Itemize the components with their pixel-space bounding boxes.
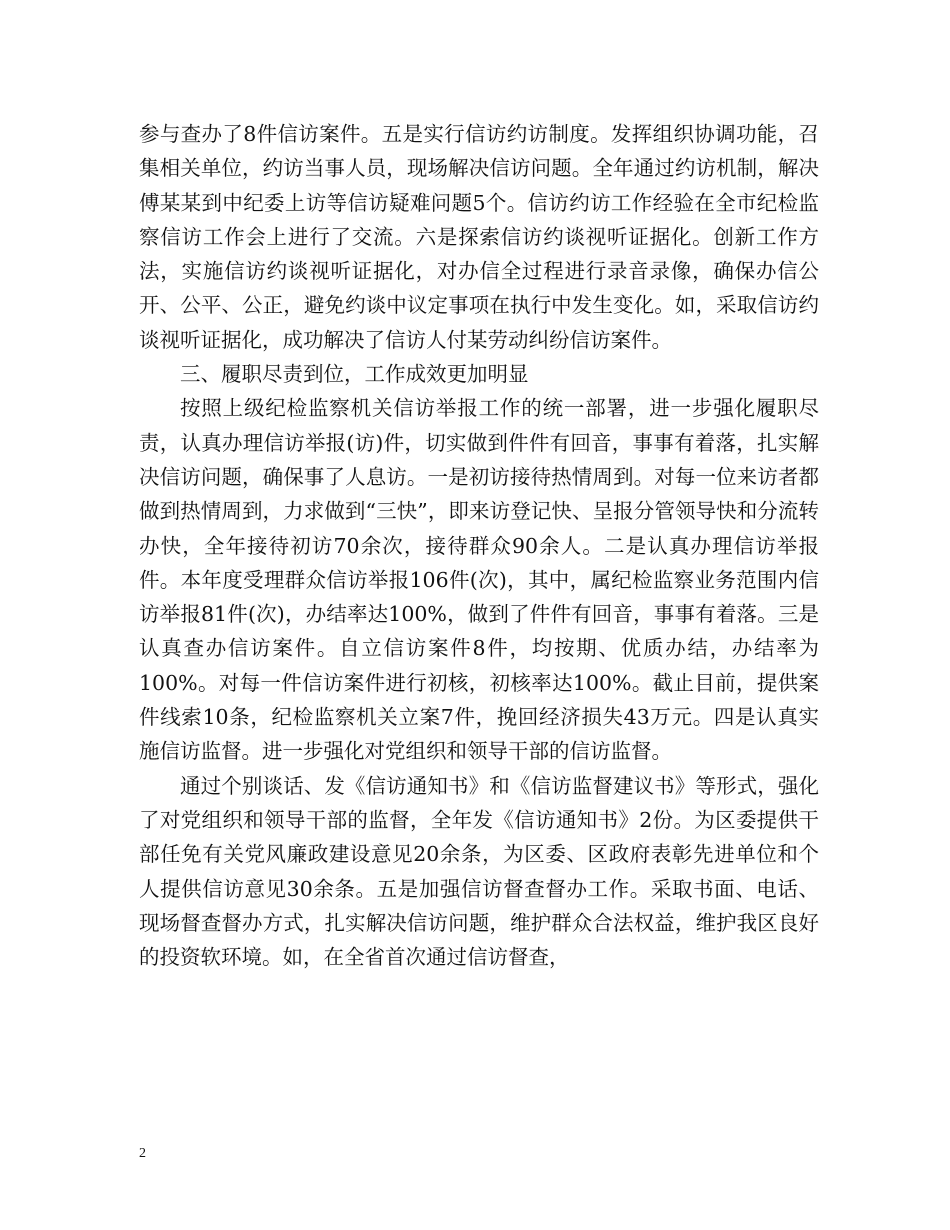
section-heading: 三、履职尽责到位，工作成效更加明显 <box>180 362 529 387</box>
paragraph-body: 按照上级纪检监察机关信访举报工作的统一部署，进一步强化履职尽责，认真办理信访举报(访)件，切实做到件件有回音，事事有着落，扎实解决信访问题，确保事了人息访。一是初访接待热情周到。对每一位来访者都做到热情周到，力求做到“三快”，即来访登记快、呈报分管领导快和分流转办快，全年接待初访70余次，接待群众90余人。二是认真办理信访举报件。本年度受理群众信访举报106件(次)，其中，属纪检监察业务范围内信访举报81件(次)，办结率达100%，做到了件件有回音，事事有着落。三是认真查办信访案件。自立信访案件8件，均按期、优质办结，办结率为100%。对每一件信访案件进行初核，初核率达100%。截止目前，提供案件线索10条，纪检监察机关立案7件，挽回经济损失43万元。四是认真实施信访监督。进一步强化对党组织和领导干部的信访监督。 <box>139 396 819 764</box>
paragraph-body: 通过个别谈话、发《信访通知书》和《信访监督建议书》等形式，强化了对党组织和领导干部的监督，全年发《信访通知书》2份。为区委提供干部任免有关党风廉政建设意见20余条，为区委、区政府表彰先进单位和个人提供信访意见30余条。五是加强信访督查督办工作。采取书面、电话、现场督查督办方式，扎实解决信访问题，维护群众合法权益，维护我区良好的投资软环境。如，在全省首次通过信访督查， <box>139 773 819 970</box>
paragraph-continuation: 参与查办了8件信访案件。五是实行信访约访制度。发挥组织协调功能，召集相关单位，约访当事人员，现场解决信访问题。全年通过约访机制，解决傅某某到中纪委上访等信访疑难问题5个。信访约访工作经验在全市纪检监察信访工作会上进行了交流。六是探索信访约谈视听证据化。创新工作方法，实施信访约谈视听证据化，对办信全过程进行录音录像，确保办信公开、公平、公正，避免约谈中议定事项在执行中发生变化。如，采取信访约谈视听证据化，成功解决了信访人付某劳动纠纷信访案件。 <box>139 122 819 352</box>
document-body <box>139 117 819 974</box>
page-number: 2 <box>139 1146 146 1161</box>
